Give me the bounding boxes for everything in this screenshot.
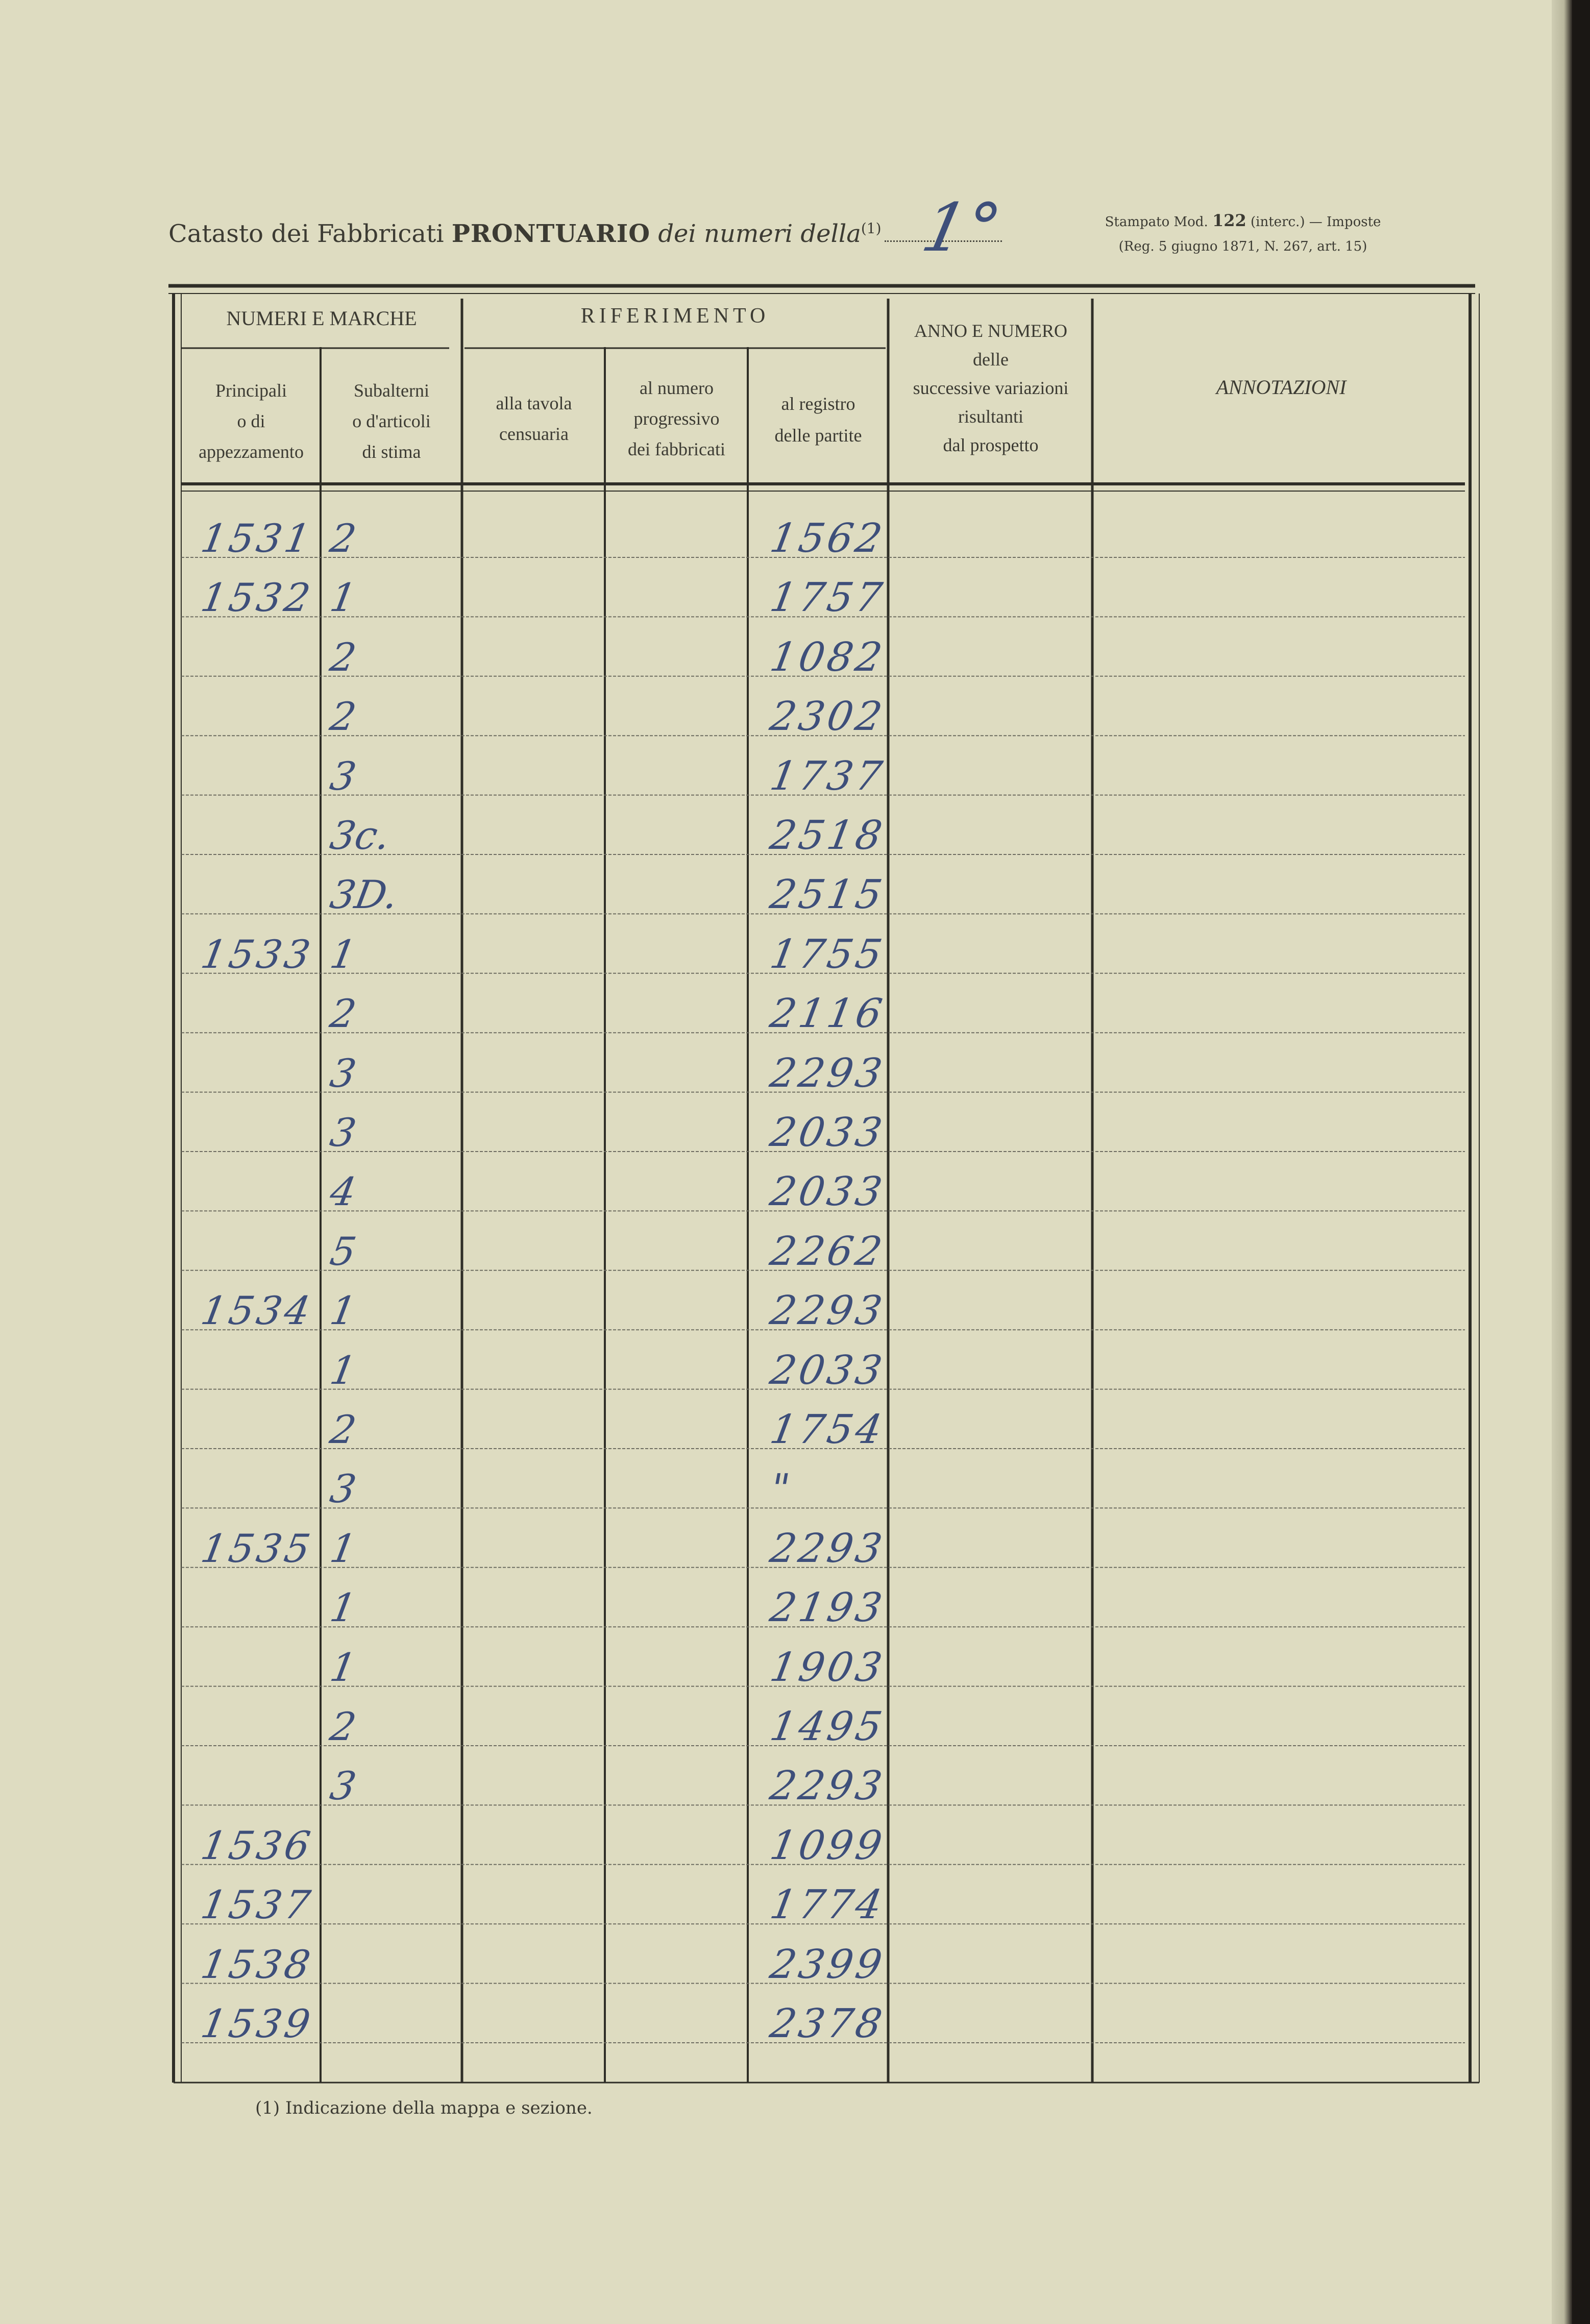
header-subalterni: Subalterni o d'articoli di stima xyxy=(352,380,431,462)
header-annotazioni: ANNOTAZIONI xyxy=(1216,376,1347,399)
cell-registro: 2293 xyxy=(767,1763,889,1809)
handwritten-section: 1° xyxy=(915,189,1008,266)
cell-principale: 1538 xyxy=(198,1941,317,1987)
cell-principale: 1536 xyxy=(198,1822,317,1868)
cell-subalterno: 3 xyxy=(327,1110,360,1155)
stamp-model: 122 xyxy=(1212,211,1246,230)
cell-principale: 1533 xyxy=(198,931,317,977)
header-tavola: alla tavola censuaria xyxy=(496,393,572,444)
stamp-prefix: Stampato Mod. xyxy=(1105,214,1208,230)
cell-subalterno: 1 xyxy=(327,1347,360,1393)
cell-registro: 1757 xyxy=(767,575,889,621)
cell-principale: 1534 xyxy=(198,1288,317,1334)
cell-registro: 2515 xyxy=(767,872,889,918)
cell-registro: 2378 xyxy=(767,2001,889,2047)
cell-registro: 1495 xyxy=(767,1704,889,1750)
stamp-suffix: (interc.) — Imposte xyxy=(1251,214,1381,230)
footnote: (1) Indicazione della mappa e sezione. xyxy=(255,2098,593,2118)
cell-principale: 1539 xyxy=(198,2001,317,2046)
stamp-line-2: (Reg. 5 giugno 1871, N. 267, art. 15) xyxy=(1118,239,1367,254)
cell-subalterno: 3 xyxy=(327,1763,360,1809)
cell-registro: 2116 xyxy=(767,991,889,1037)
cell-subalterno: 5 xyxy=(327,1228,360,1274)
cell-registro: 2293 xyxy=(767,1050,889,1096)
cell-subalterno: 1 xyxy=(327,1288,360,1334)
cell-subalterno: 1 xyxy=(327,1525,360,1571)
header-numeri-e-marche: NUMERI E MARCHE xyxy=(226,307,417,330)
cell-subalterno: 2 xyxy=(327,1704,360,1749)
header-registro: al registro delle partite xyxy=(774,394,862,446)
cell-subalterno: 1 xyxy=(327,575,360,621)
cell-registro: 2033 xyxy=(767,1347,889,1393)
title-italic: dei numeri della xyxy=(658,219,861,248)
cell-registro: 2302 xyxy=(767,694,889,740)
title-prefix: Catasto dei Fabbricati xyxy=(168,219,444,248)
cell-registro: 2193 xyxy=(767,1585,889,1631)
cell-principale: 1537 xyxy=(198,1882,317,1928)
cell-registro: 2033 xyxy=(767,1169,889,1215)
cell-subalterno: 3 xyxy=(327,1050,360,1096)
page-edge xyxy=(1552,0,1572,2324)
header-anno: ANNO E NUMERO delle successive variazioni risultanti dal prospetto xyxy=(913,321,1069,455)
cell-subalterno: 4 xyxy=(327,1169,360,1215)
header-numero: al numero progressivo dei fabbricati xyxy=(628,378,725,459)
cell-registro: 1099 xyxy=(767,1822,889,1869)
cell-registro: 2293 xyxy=(767,1525,889,1572)
cell-registro: 1774 xyxy=(767,1882,889,1928)
footnote-marker: (1) xyxy=(861,220,882,237)
cell-subalterno: 2 xyxy=(327,516,360,561)
header-principali: Principali o di appezzamento xyxy=(199,380,304,462)
cell-subalterno: 1 xyxy=(327,1585,360,1631)
cell-subalterno: 3c. xyxy=(327,813,394,858)
cell-subalterno: 2 xyxy=(327,634,360,680)
cell-subalterno: 1 xyxy=(327,1644,360,1690)
cell-registro: 2293 xyxy=(767,1288,889,1334)
cell-subalterno: 2 xyxy=(327,694,360,740)
cell-principale: 1535 xyxy=(198,1525,317,1571)
cell-subalterno: 2 xyxy=(327,991,360,1037)
header-riferimento: RIFERIMENTO xyxy=(580,304,770,328)
title-bold: PRONTUARIO xyxy=(451,219,651,248)
cell-subalterno: 3 xyxy=(327,753,360,799)
cell-registro: 2518 xyxy=(767,813,889,859)
cell-subalterno: 1 xyxy=(327,931,360,977)
cell-subalterno: 3 xyxy=(327,1466,360,1512)
cell-registro: 2262 xyxy=(767,1228,889,1275)
cell-registro: 1082 xyxy=(767,634,889,680)
cell-registro: 1737 xyxy=(767,753,889,799)
cell-principale: 1531 xyxy=(198,516,317,561)
cell-principale: 1532 xyxy=(198,575,317,621)
cell-subalterno: 3D. xyxy=(327,872,402,918)
cell-registro: 2033 xyxy=(767,1110,889,1156)
cell-subalterno: 2 xyxy=(327,1407,360,1452)
cell-registro: 1754 xyxy=(767,1407,889,1453)
cell-registro: 1903 xyxy=(767,1644,889,1691)
cell-registro: 2399 xyxy=(767,1941,889,1988)
cell-registro: 1755 xyxy=(767,931,889,977)
cell-registro: 1562 xyxy=(767,516,889,561)
cell-registro: " xyxy=(767,1466,796,1512)
